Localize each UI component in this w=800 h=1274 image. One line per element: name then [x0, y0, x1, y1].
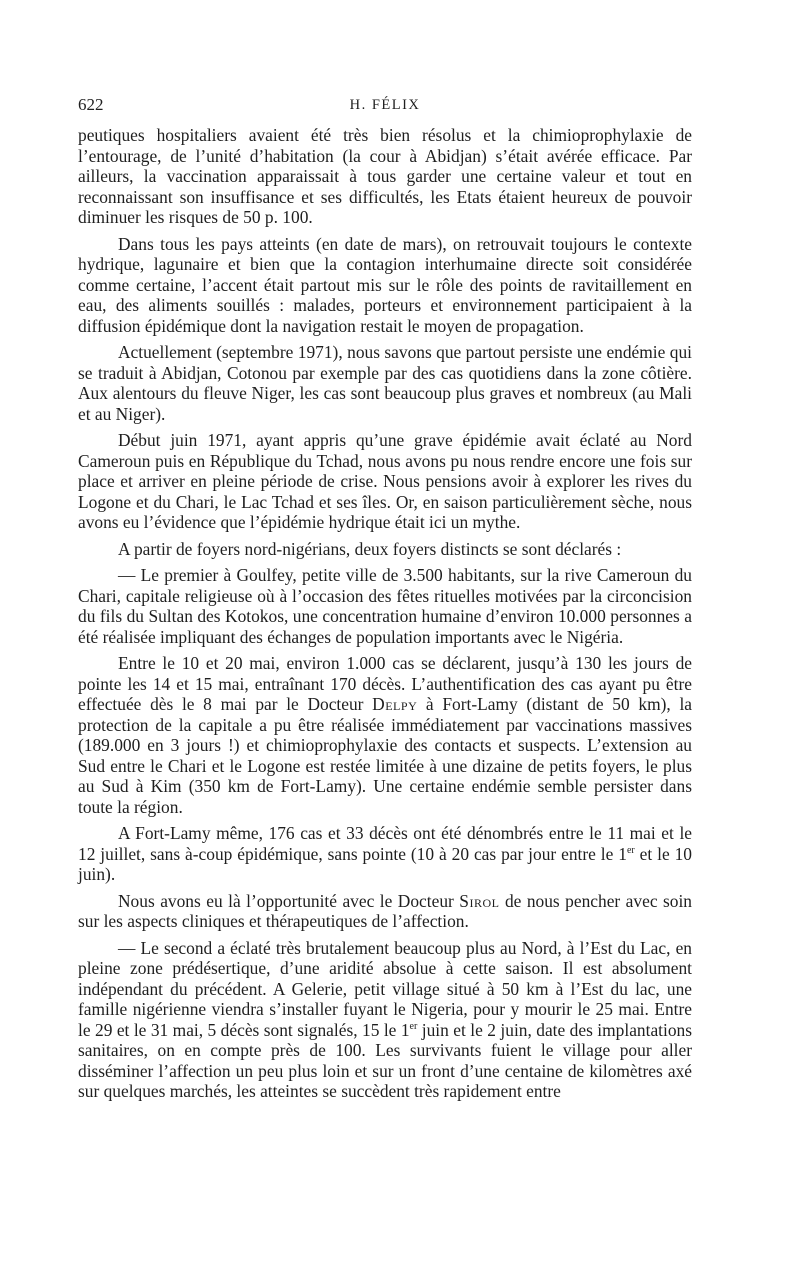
- text-run: A Fort-Lamy même, 176 cas et 33 décès ont été dénombrés entre le 11 mai et le 12 juillet, sans à-coup épidémique, sans pointe (10 à 20 cas par jour entre le 1: [78, 823, 692, 864]
- body-text: [78, 125, 692, 1102]
- running-head: [78, 95, 692, 125]
- running-head-author: H. FÉLIX: [349, 97, 421, 113]
- text-run: A partir de foyers nord-nigérians, deux foyers distincts se sont déclarés :: [118, 538, 622, 559]
- text-run: à Fort-Lamy (distant de 50 km), la protection de la capitale a pu être réalisée immédiatement par vaccinations massives (189.000 en 3 jours !) et chimioprophylaxie des contacts et suspects. L’extension au Sud entre le Chari et le Logone est restée limitée à une dizaine de petits foyers, le plus au Sud à Kim (350 km de Fort-Lamy). Une certaine endémie semble persister dans toute la région.: [78, 694, 692, 817]
- paragraph: [78, 891, 692, 932]
- text-run: et le 10 juin).: [78, 843, 692, 884]
- text-run: juin et le 2 juin, date des implantations sanitaires, on en compte près de 100. Les survivants fuient le village pour aller disséminer l’affection un peu plus loin et sur un front d’une centaine de kilomètres axé sur quelques marchés, les atteintes se succèdent très rapidement entre: [78, 1019, 692, 1101]
- paragraph: [78, 653, 692, 817]
- paragraph: [78, 565, 692, 647]
- superscript: er: [626, 844, 635, 856]
- text-run: Début juin 1971, ayant appris qu’une grave épidémie avait éclaté au Nord Cameroun puis en République du Tchad, nous avons pu nous rendre encore une fois sur place et arriver en pleine période de crise. Nous pensions avoir à explorer les rives du Logone et du Chari, le Lac Tchad et ses îles. Or, en saison particulièrement sèche, nous avons eu l’évidence que l’épidémie hydrique était ici un mythe.: [78, 430, 692, 532]
- text-run: peutiques hospitaliers avaient été très bien résolus et la chimioprophylaxie de l’entourage, de l’unité d’habitation (la cour à Abidjan) s’était avérée efficace. Par ailleurs, la vaccination apparaissait à tous garder une certaine valeur et tout en reconnaissant son insuffisance et ses difficultés, les Etats étaient heureux de pouvoir diminuer les risques de 50 p. 100.: [78, 125, 692, 227]
- page-number: 622: [78, 95, 104, 114]
- page: [78, 95, 692, 1108]
- text-run: de nous pencher avec soin sur les aspects cliniques et thérapeutiques de l’affection.: [78, 890, 692, 931]
- text-run: — Le premier à Goulfey, petite ville de 3.500 habitants, sur la rive Cameroun du Chari, capitale religieuse où à l’occasion des fêtes rituelles motivées par la circoncision du fils du Sultan des Kotokos, une concentration humaine d’environ 10.000 personnes a été réalisée impliquant des échanges de population importants avec le Nigéria.: [78, 565, 692, 647]
- paragraph: [78, 234, 692, 337]
- paragraph: [78, 938, 692, 1102]
- superscript: er: [409, 1020, 418, 1032]
- author-name: Sirol: [459, 890, 500, 911]
- paragraph: [78, 539, 692, 560]
- text-run: Actuellement (septembre 1971), nous savons que partout persiste une endémie qui se traduit à Abidjan, Cotonou par exemple par des cas quotidiens dans la zone côtière. Aux alentours du fleuve Niger, les cas sont beaucoup plus graves et nombreux (au Mali et au Niger).: [78, 342, 692, 424]
- text-run: — Le second a éclaté très brutalement beaucoup plus au Nord, à l’Est du Lac, en pleine zone prédésertique, d’une aridité absolue à cette saison. Il est absolument indépendant du précédent. A Gelerie, petit village situé à 50 km à l’Est du lac, une famille nigérienne viendra s’installer fuyant le Nigeria, pour y mourir le 25 mai. Entre le 29 et le 31 mai, 5 décès sont signalés, 15 le 1: [78, 937, 692, 1040]
- paragraph: [78, 430, 692, 533]
- text-run: Dans tous les pays atteints (en date de mars), on retrouvait toujours le contexte hydrique, lagunaire et bien que la contagion interhumaine directe soit considérée comme certaine, l’accent était partout mis sur le rôle des points de ravitaillement en eau, des aliments souillés : malades, porteurs et environnement participaient à la diffusion épidémique dont la navigation restait le moyen de propagation.: [78, 233, 692, 336]
- text-run: Nous avons eu là l’opportunité avec le Docteur: [118, 890, 460, 911]
- text-run: Entre le 10 et 20 mai, environ 1.000 cas se déclarent, jusqu’à 130 les jours de pointe les 14 et 15 mai, entraînant 170 décès. L’authentification des cas ayant pu être effectuée dès le 8 mai par le Docteur: [78, 653, 692, 714]
- paragraph: [78, 342, 692, 424]
- author-name: Delpy: [372, 694, 418, 714]
- paragraph: [78, 125, 692, 228]
- paragraph: [78, 823, 692, 885]
